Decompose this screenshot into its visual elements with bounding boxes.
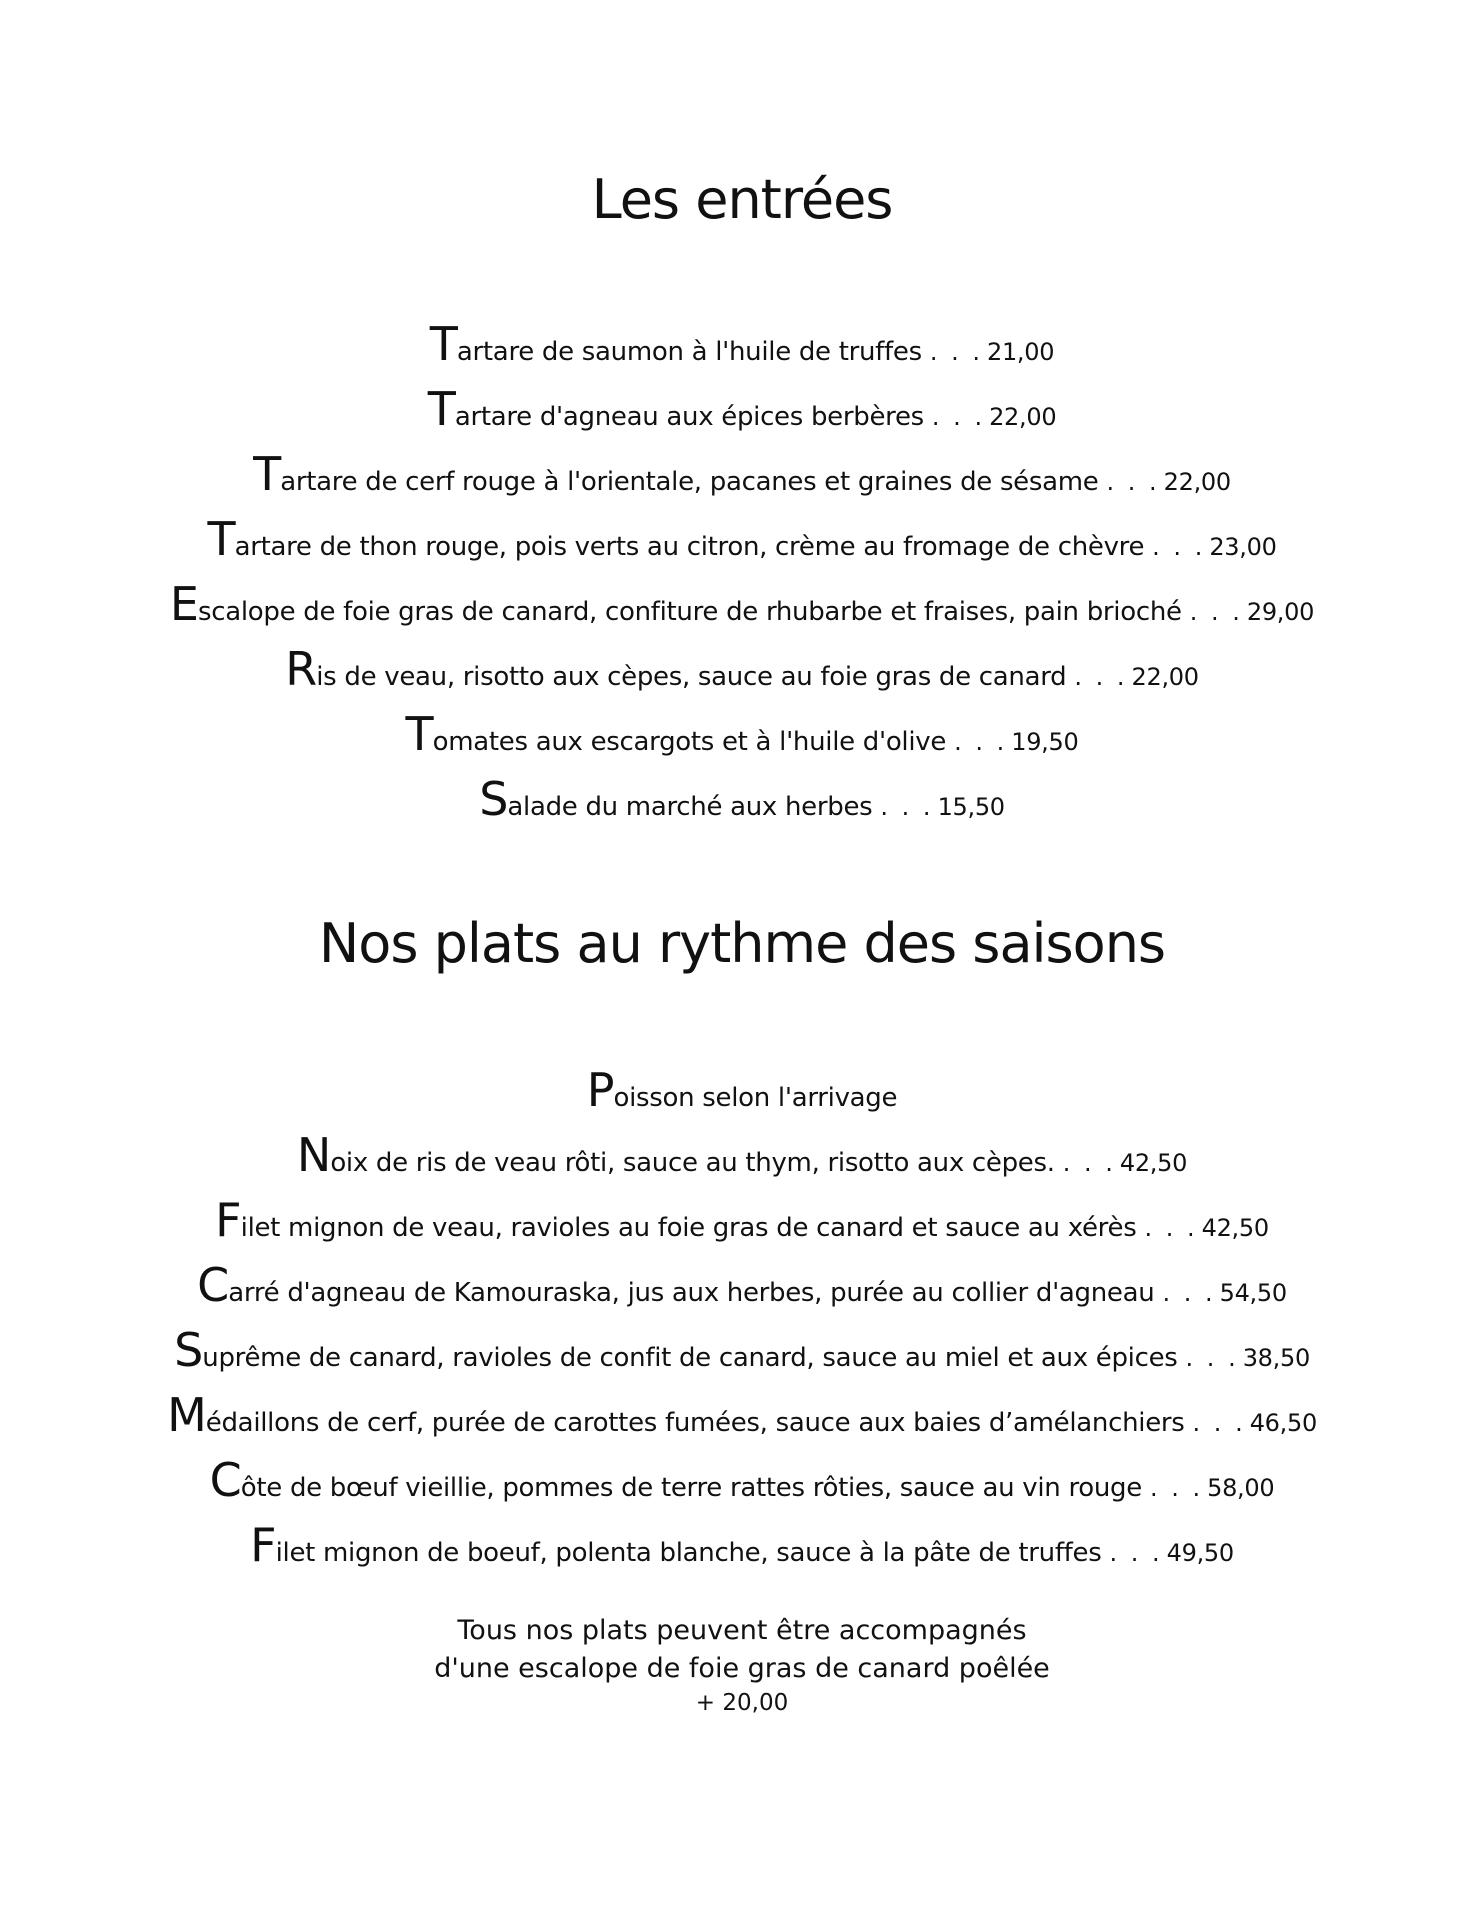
item-description: uprême de canard, ravioles de confit de canard, sauce au miel et aux épices [202,1343,1178,1373]
plats-list [0,1058,1484,1578]
item-initial: S [174,1323,203,1377]
item-leader-dots: . . . [1062,1149,1116,1177]
plats-title: Nos plats au rythme des saisons [318,912,1166,975]
entree-item [0,442,1484,507]
entrees-list [0,312,1484,832]
item-initial: C [209,1453,241,1507]
item-description: édaillons de cerf, purée de carottes fumées, sauce aux baies d’amélanchiers [205,1408,1185,1438]
item-initial: F [215,1193,241,1247]
item-initial: T [253,447,281,501]
item-description: artare d'agneau aux épices berbères [454,402,924,432]
item-price: 22,00 [1131,663,1199,691]
item-initial: T [427,382,455,436]
item-leader-dots: . . . [1189,598,1243,626]
item-price: 42,50 [1201,1214,1269,1242]
entrees-title: Les entrées [591,168,893,231]
item-leader-dots: . . . [1109,1539,1163,1567]
entree-item [0,702,1484,767]
item-price: 38,50 [1242,1344,1310,1372]
item-leader-dots: . . . [954,728,1008,756]
item-description: ôte de bœuf vieillie, pommes de terre rattes rôties, sauce au vin rouge [240,1473,1142,1503]
footnote-line-1: Tous nos plats peuvent être accompagnés [457,1615,1027,1646]
item-initial: F [250,1518,276,1572]
item-leader-dots: . . . [880,793,934,821]
entree-item [0,507,1484,572]
item-price: 49,50 [1166,1539,1234,1567]
item-description: scalope de foie gras de canard, confiture de rhubarbe et fraises, pain brioché [197,597,1182,627]
item-initial: C [197,1258,229,1312]
item-description: alade du marché aux herbes [507,792,873,822]
plat-item [0,1123,1484,1188]
entree-item [0,767,1484,832]
item-description: arré d'agneau de Kamouraska, jus aux herbes, purée au collier d'agneau [228,1278,1155,1308]
item-leader-dots: . . . [1192,1409,1246,1437]
entree-item [0,572,1484,637]
item-description: oisson selon l'arrivage [613,1083,898,1113]
item-leader-dots: . . . [931,403,986,431]
plat-item [0,1513,1484,1578]
item-price: 22,00 [1163,468,1231,496]
plat-item [0,1448,1484,1513]
item-initial: M [167,1388,206,1442]
item-initial: N [296,1128,331,1182]
item-price: 46,50 [1249,1409,1317,1437]
footnote-extra-price: + 20,00 [695,1690,789,1716]
item-leader-dots: . . . [1144,1214,1198,1242]
item-price: 42,50 [1119,1149,1188,1177]
item-initial: R [285,642,317,696]
item-initial: T [405,707,433,761]
item-price: 21,00 [986,338,1055,366]
plat-item [0,1383,1484,1448]
item-description: artare de thon rouge, pois verts au citron, crème au fromage de chèvre [234,532,1145,562]
item-description: ilet mignon de veau, ravioles au foie gras de canard et sauce au xérès [240,1213,1137,1243]
footnote [0,1612,1484,1718]
item-price: 22,00 [989,403,1057,431]
item-price: 29,00 [1246,598,1315,626]
item-price: 23,00 [1209,533,1277,561]
item-initial: S [479,772,508,826]
item-leader-dots: . . . [929,338,983,366]
entree-item [0,637,1484,702]
item-description: oix de ris de veau rôti, sauce au thym, risotto aux cèpes. [330,1148,1055,1178]
footnote-line-2: d'une escalope de foie gras de canard poêlée [434,1653,1050,1684]
item-description: ilet mignon de boeuf, polenta blanche, sauce à la pâte de truffes [275,1538,1102,1568]
entree-item [0,312,1484,377]
item-initial: T [207,512,235,566]
plat-item [0,1318,1484,1383]
item-leader-dots: . . . [1185,1344,1239,1372]
plat-item [0,1058,1484,1123]
item-price: 19,50 [1011,728,1079,756]
entree-item [0,377,1484,442]
item-description: artare de cerf rouge à l'orientale, pacanes et graines de sésame [280,467,1099,497]
item-price: 15,50 [937,793,1005,821]
item-initial: P [586,1063,614,1117]
item-leader-dots: . . . [1162,1279,1216,1307]
item-initial: T [429,317,457,371]
item-description: is de veau, risotto aux cèpes, sauce au foie gras de canard [316,662,1067,692]
item-leader-dots: . . . [1074,663,1128,691]
item-price: 58,00 [1207,1474,1275,1502]
plat-item [0,1188,1484,1253]
item-leader-dots: . . . [1152,533,1206,561]
item-leader-dots: . . . [1149,1474,1204,1502]
item-leader-dots: . . . [1106,468,1160,496]
item-description: omates aux escargots et à l'huile d'olive [432,727,947,757]
item-description: artare de saumon à l'huile de truffes [456,337,922,367]
item-price: 54,50 [1219,1279,1287,1307]
item-initial: E [169,577,198,631]
plat-item [0,1253,1484,1318]
